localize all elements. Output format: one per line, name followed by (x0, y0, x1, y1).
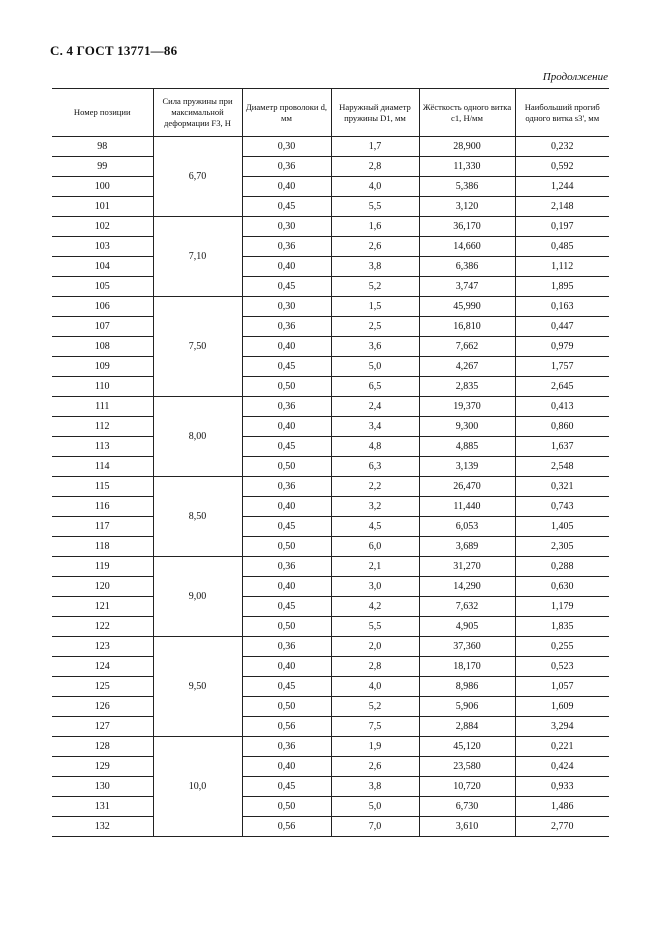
cell-outer-diameter: 2,5 (331, 317, 419, 337)
cell-stiffness: 2,884 (419, 717, 515, 737)
cell-wire-diameter: 0,50 (242, 697, 331, 717)
cell-deflection: 3,294 (515, 717, 609, 737)
table-row (52, 457, 609, 477)
table-row (52, 477, 609, 497)
cell-deflection: 0,255 (515, 637, 609, 657)
cell-position: 116 (52, 497, 153, 517)
cell-outer-diameter: 7,5 (331, 717, 419, 737)
table-row (52, 157, 609, 177)
table-row (52, 437, 609, 457)
cell-wire-diameter: 0,45 (242, 517, 331, 537)
cell-outer-diameter: 3,8 (331, 257, 419, 277)
cell-position: 108 (52, 337, 153, 357)
cell-stiffness: 3,610 (419, 817, 515, 837)
cell-stiffness: 10,720 (419, 777, 515, 797)
cell-stiffness: 2,835 (419, 377, 515, 397)
cell-deflection: 0,221 (515, 737, 609, 757)
cell-outer-diameter: 5,5 (331, 197, 419, 217)
cell-deflection: 0,979 (515, 337, 609, 357)
table-row (52, 537, 609, 557)
cell-position: 101 (52, 197, 153, 217)
cell-outer-diameter: 4,0 (331, 177, 419, 197)
cell-outer-diameter: 4,2 (331, 597, 419, 617)
table-row (52, 357, 609, 377)
cell-deflection: 0,413 (515, 397, 609, 417)
table-row (52, 137, 609, 157)
cell-force: 8,50 (153, 477, 242, 557)
cell-position: 124 (52, 657, 153, 677)
table-header-row (52, 89, 609, 137)
cell-outer-diameter: 3,8 (331, 777, 419, 797)
table-row (52, 817, 609, 837)
cell-deflection: 1,244 (515, 177, 609, 197)
cell-position: 103 (52, 237, 153, 257)
cell-stiffness: 45,990 (419, 297, 515, 317)
cell-outer-diameter: 4,5 (331, 517, 419, 537)
column-header-deflection: Наибольший прогиб одного витка s3', мм (515, 89, 609, 137)
cell-outer-diameter: 5,0 (331, 357, 419, 377)
cell-deflection: 2,645 (515, 377, 609, 397)
cell-wire-diameter: 0,40 (242, 497, 331, 517)
cell-wire-diameter: 0,40 (242, 657, 331, 677)
cell-stiffness: 4,905 (419, 617, 515, 637)
cell-outer-diameter: 3,4 (331, 417, 419, 437)
cell-position: 132 (52, 817, 153, 837)
cell-position: 113 (52, 437, 153, 457)
cell-stiffness: 37,360 (419, 637, 515, 657)
cell-outer-diameter: 2,8 (331, 157, 419, 177)
cell-deflection: 0,447 (515, 317, 609, 337)
cell-stiffness: 14,660 (419, 237, 515, 257)
table-row (52, 497, 609, 517)
cell-wire-diameter: 0,50 (242, 537, 331, 557)
cell-position: 125 (52, 677, 153, 697)
table-row (52, 377, 609, 397)
table-row (52, 317, 609, 337)
cell-wire-diameter: 0,45 (242, 597, 331, 617)
cell-wire-diameter: 0,36 (242, 157, 331, 177)
cell-deflection: 2,305 (515, 537, 609, 557)
cell-wire-diameter: 0,36 (242, 477, 331, 497)
cell-position: 129 (52, 757, 153, 777)
cell-outer-diameter: 5,2 (331, 277, 419, 297)
cell-outer-diameter: 3,0 (331, 577, 419, 597)
cell-stiffness: 31,270 (419, 557, 515, 577)
cell-position: 107 (52, 317, 153, 337)
cell-outer-diameter: 7,0 (331, 817, 419, 837)
cell-deflection: 0,232 (515, 137, 609, 157)
cell-outer-diameter: 1,6 (331, 217, 419, 237)
table-row (52, 697, 609, 717)
cell-outer-diameter: 1,7 (331, 137, 419, 157)
cell-force: 7,10 (153, 217, 242, 297)
cell-position: 111 (52, 397, 153, 417)
cell-wire-diameter: 0,30 (242, 137, 331, 157)
cell-deflection: 0,860 (515, 417, 609, 437)
cell-deflection: 0,592 (515, 157, 609, 177)
cell-outer-diameter: 4,0 (331, 677, 419, 697)
cell-position: 102 (52, 217, 153, 237)
cell-wire-diameter: 0,40 (242, 757, 331, 777)
table-row (52, 617, 609, 637)
cell-outer-diameter: 5,2 (331, 697, 419, 717)
cell-outer-diameter: 6,0 (331, 537, 419, 557)
table-row (52, 197, 609, 217)
cell-outer-diameter: 2,4 (331, 397, 419, 417)
cell-wire-diameter: 0,45 (242, 357, 331, 377)
cell-force: 9,00 (153, 557, 242, 637)
cell-position: 110 (52, 377, 153, 397)
cell-wire-diameter: 0,50 (242, 797, 331, 817)
table-row (52, 717, 609, 737)
cell-force: 9,50 (153, 637, 242, 737)
cell-force: 8,00 (153, 397, 242, 477)
cell-wire-diameter: 0,40 (242, 257, 331, 277)
cell-outer-diameter: 3,2 (331, 497, 419, 517)
cell-deflection: 1,486 (515, 797, 609, 817)
cell-deflection: 1,835 (515, 617, 609, 637)
cell-deflection: 0,743 (515, 497, 609, 517)
cell-stiffness: 26,470 (419, 477, 515, 497)
cell-wire-diameter: 0,36 (242, 737, 331, 757)
cell-stiffness: 3,747 (419, 277, 515, 297)
cell-stiffness: 28,900 (419, 137, 515, 157)
cell-deflection: 2,148 (515, 197, 609, 217)
table-row (52, 257, 609, 277)
cell-wire-diameter: 0,40 (242, 337, 331, 357)
cell-position: 126 (52, 697, 153, 717)
column-header-stiffness: Жёсткость одного витка c1, Н/мм (419, 89, 515, 137)
table-row (52, 237, 609, 257)
cell-position: 130 (52, 777, 153, 797)
cell-wire-diameter: 0,40 (242, 417, 331, 437)
cell-stiffness: 3,689 (419, 537, 515, 557)
table-body (52, 137, 609, 837)
cell-position: 115 (52, 477, 153, 497)
table-row (52, 637, 609, 657)
cell-position: 98 (52, 137, 153, 157)
cell-outer-diameter: 2,8 (331, 657, 419, 677)
cell-outer-diameter: 2,6 (331, 757, 419, 777)
cell-wire-diameter: 0,45 (242, 277, 331, 297)
cell-outer-diameter: 2,6 (331, 237, 419, 257)
column-header-force: Сила пружины при максимальной деформации F3, Н (153, 89, 242, 137)
cell-wire-diameter: 0,30 (242, 297, 331, 317)
cell-stiffness: 3,139 (419, 457, 515, 477)
cell-deflection: 0,288 (515, 557, 609, 577)
cell-position: 100 (52, 177, 153, 197)
cell-position: 120 (52, 577, 153, 597)
table-row (52, 757, 609, 777)
cell-deflection: 1,609 (515, 697, 609, 717)
cell-stiffness: 9,300 (419, 417, 515, 437)
cell-outer-diameter: 2,0 (331, 637, 419, 657)
table-row (52, 177, 609, 197)
cell-force: 7,50 (153, 297, 242, 397)
cell-position: 122 (52, 617, 153, 637)
cell-wire-diameter: 0,36 (242, 557, 331, 577)
cell-force: 6,70 (153, 137, 242, 217)
table-row (52, 217, 609, 237)
cell-position: 118 (52, 537, 153, 557)
cell-stiffness: 16,810 (419, 317, 515, 337)
cell-wire-diameter: 0,36 (242, 397, 331, 417)
cell-deflection: 0,163 (515, 297, 609, 317)
cell-position: 112 (52, 417, 153, 437)
cell-deflection: 1,405 (515, 517, 609, 537)
column-header-outer-diameter: Наружный диаметр пружины D1, мм (331, 89, 419, 137)
table-row (52, 797, 609, 817)
cell-wire-diameter: 0,40 (242, 177, 331, 197)
cell-outer-diameter: 5,5 (331, 617, 419, 637)
cell-stiffness: 36,170 (419, 217, 515, 237)
cell-stiffness: 8,986 (419, 677, 515, 697)
cell-wire-diameter: 0,45 (242, 437, 331, 457)
cell-stiffness: 6,386 (419, 257, 515, 277)
cell-deflection: 0,523 (515, 657, 609, 677)
cell-stiffness: 11,440 (419, 497, 515, 517)
table-row (52, 397, 609, 417)
table-row (52, 777, 609, 797)
cell-outer-diameter: 3,6 (331, 337, 419, 357)
table-row (52, 597, 609, 617)
cell-stiffness: 6,053 (419, 517, 515, 537)
cell-position: 117 (52, 517, 153, 537)
page-header: С. 4 ГОСТ 13771—86 (50, 43, 178, 58)
cell-wire-diameter: 0,56 (242, 817, 331, 837)
cell-position: 105 (52, 277, 153, 297)
cell-stiffness: 4,267 (419, 357, 515, 377)
cell-outer-diameter: 2,1 (331, 557, 419, 577)
table-row (52, 297, 609, 317)
table-row (52, 657, 609, 677)
cell-position: 109 (52, 357, 153, 377)
cell-wire-diameter: 0,45 (242, 197, 331, 217)
cell-outer-diameter: 6,3 (331, 457, 419, 477)
cell-position: 104 (52, 257, 153, 277)
cell-wire-diameter: 0,36 (242, 637, 331, 657)
cell-position: 119 (52, 557, 153, 577)
cell-wire-diameter: 0,36 (242, 317, 331, 337)
cell-deflection: 1,757 (515, 357, 609, 377)
cell-wire-diameter: 0,50 (242, 457, 331, 477)
cell-deflection: 2,548 (515, 457, 609, 477)
cell-stiffness: 4,885 (419, 437, 515, 457)
cell-deflection: 0,933 (515, 777, 609, 797)
cell-outer-diameter: 4,8 (331, 437, 419, 457)
cell-deflection: 1,112 (515, 257, 609, 277)
cell-deflection: 1,179 (515, 597, 609, 617)
cell-deflection: 2,770 (515, 817, 609, 837)
cell-deflection: 0,321 (515, 477, 609, 497)
cell-stiffness: 14,290 (419, 577, 515, 597)
cell-wire-diameter: 0,36 (242, 237, 331, 257)
cell-wire-diameter: 0,50 (242, 377, 331, 397)
cell-outer-diameter: 1,5 (331, 297, 419, 317)
cell-stiffness: 3,120 (419, 197, 515, 217)
cell-stiffness: 5,906 (419, 697, 515, 717)
cell-position: 114 (52, 457, 153, 477)
cell-stiffness: 11,330 (419, 157, 515, 177)
cell-position: 121 (52, 597, 153, 617)
cell-position: 106 (52, 297, 153, 317)
cell-deflection: 0,197 (515, 217, 609, 237)
cell-wire-diameter: 0,45 (242, 777, 331, 797)
spring-spec-table (52, 88, 609, 837)
cell-wire-diameter: 0,56 (242, 717, 331, 737)
cell-stiffness: 7,662 (419, 337, 515, 357)
cell-outer-diameter: 1,9 (331, 737, 419, 757)
cell-stiffness: 19,370 (419, 397, 515, 417)
table-row (52, 277, 609, 297)
cell-stiffness: 45,120 (419, 737, 515, 757)
cell-wire-diameter: 0,50 (242, 617, 331, 637)
cell-outer-diameter: 2,2 (331, 477, 419, 497)
cell-stiffness: 6,730 (419, 797, 515, 817)
cell-outer-diameter: 5,0 (331, 797, 419, 817)
cell-deflection: 1,637 (515, 437, 609, 457)
cell-position: 99 (52, 157, 153, 177)
table-row (52, 577, 609, 597)
column-header-wire-diameter: Диаметр проволоки d, мм (242, 89, 331, 137)
cell-stiffness: 5,386 (419, 177, 515, 197)
cell-wire-diameter: 0,30 (242, 217, 331, 237)
cell-stiffness: 18,170 (419, 657, 515, 677)
column-header-position: Номер позиции (52, 89, 153, 137)
cell-stiffness: 23,580 (419, 757, 515, 777)
cell-wire-diameter: 0,45 (242, 677, 331, 697)
cell-wire-diameter: 0,40 (242, 577, 331, 597)
cell-position: 123 (52, 637, 153, 657)
cell-stiffness: 7,632 (419, 597, 515, 617)
table-row (52, 417, 609, 437)
cell-position: 128 (52, 737, 153, 757)
table-row (52, 737, 609, 757)
cell-deflection: 1,895 (515, 277, 609, 297)
cell-deflection: 0,424 (515, 757, 609, 777)
table-row (52, 557, 609, 577)
cell-deflection: 1,057 (515, 677, 609, 697)
table-row (52, 517, 609, 537)
cell-position: 127 (52, 717, 153, 737)
cell-outer-diameter: 6,5 (331, 377, 419, 397)
continuation-label: Продолжение (542, 71, 608, 83)
cell-force: 10,0 (153, 737, 242, 837)
cell-deflection: 0,630 (515, 577, 609, 597)
cell-deflection: 0,485 (515, 237, 609, 257)
table-row (52, 677, 609, 697)
table-row (52, 337, 609, 357)
cell-position: 131 (52, 797, 153, 817)
